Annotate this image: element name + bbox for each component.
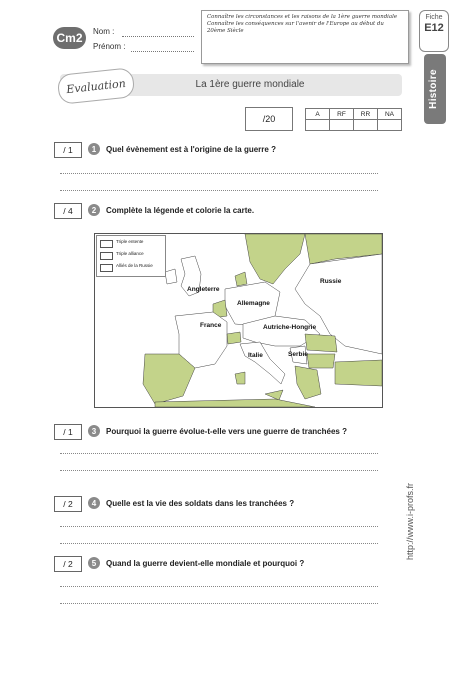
answer-line[interactable] xyxy=(60,586,378,587)
level-badge: Cm2 xyxy=(53,27,86,49)
answer-line[interactable] xyxy=(60,453,378,454)
country-label-russia: Russie xyxy=(320,278,342,285)
objective-1: Connaître les circonstances et les raisons de la 1ère guerre mondiale xyxy=(207,14,398,20)
evaluation-badge xyxy=(57,67,136,105)
north-africa-shape xyxy=(155,399,315,407)
answer-line[interactable] xyxy=(60,470,378,471)
ireland-shape xyxy=(165,269,177,284)
legend-item[interactable] xyxy=(100,239,162,248)
question-number: 3 xyxy=(88,425,100,437)
grade-table xyxy=(305,108,402,131)
country-label-serbia: Serbie xyxy=(288,351,308,358)
answer-line[interactable] xyxy=(60,603,378,604)
firstname-label: Prénom : xyxy=(93,42,126,51)
map-legend xyxy=(96,235,166,277)
question-text: Quel évènement est à l'origine de la guerre ? xyxy=(106,145,276,154)
question-score xyxy=(54,556,82,572)
question-score xyxy=(54,424,82,440)
grade-col-a: A xyxy=(306,109,330,120)
answer-line[interactable] xyxy=(60,526,378,527)
question-score-text: / 2 xyxy=(63,499,73,509)
question-text: Quand la guerre devient-elle mondiale et pourquoi ? xyxy=(106,559,305,568)
legend-item[interactable] xyxy=(100,263,162,272)
iberia-shape xyxy=(143,354,195,404)
legend-label: Triple alliance xyxy=(116,251,144,256)
country-label-italy: Italie xyxy=(248,352,263,359)
turkey-shape xyxy=(335,360,382,386)
question-text: Quelle est la vie des soldats dans les tranchées ? xyxy=(106,499,295,508)
legend-swatch[interactable] xyxy=(100,252,113,260)
grade-cell[interactable] xyxy=(354,120,378,131)
answer-line[interactable] xyxy=(60,543,378,544)
question-score-text: / 1 xyxy=(63,427,73,437)
legend-label: Triple entente xyxy=(116,239,144,244)
legend-item[interactable] xyxy=(100,251,162,260)
objectives-box xyxy=(201,10,409,64)
grade-cell[interactable] xyxy=(378,120,402,131)
total-score-box xyxy=(245,107,293,131)
fiche-tag xyxy=(419,10,449,52)
denmark-shape xyxy=(235,272,247,286)
fiche-label: Fiche xyxy=(425,14,443,21)
sicily-shape xyxy=(265,390,283,400)
grade-cell[interactable] xyxy=(330,120,354,131)
question-number: 4 xyxy=(88,497,100,509)
switzerland-shape xyxy=(227,332,241,344)
total-score: /20 xyxy=(262,114,276,124)
grade-cell[interactable] xyxy=(306,120,330,131)
sardinia-shape xyxy=(235,372,245,384)
question-number: 1 xyxy=(88,143,100,155)
subject-label: Histoire xyxy=(428,69,439,109)
romania-shape xyxy=(305,334,337,352)
country-label-germany: Allemagne xyxy=(237,300,270,307)
question-score-text: / 2 xyxy=(63,559,73,569)
question-text: Complète la légende et colorie la carte. xyxy=(106,206,255,215)
legend-swatch[interactable] xyxy=(100,264,113,272)
greece-shape xyxy=(295,366,321,399)
bulgaria-shape xyxy=(307,354,335,368)
source-url[interactable]: http://www.i-profs.fr xyxy=(405,482,415,560)
answer-line[interactable] xyxy=(60,190,378,191)
question-text: Pourquoi la guerre évolue-t-elle vers une guerre de tranchées ? xyxy=(106,427,347,436)
question-score-text: / 4 xyxy=(63,206,73,216)
page-title: La 1ère guerre mondiale xyxy=(195,79,305,90)
country-label-england: Angleterre xyxy=(187,286,220,293)
question-score xyxy=(54,496,82,512)
legend-swatch[interactable] xyxy=(100,240,113,248)
italy-shape xyxy=(240,342,285,384)
evaluation-label: Evaluation xyxy=(65,76,127,96)
legend-label: Alliés de la Russie xyxy=(116,263,153,268)
question-number: 5 xyxy=(88,557,100,569)
question-score-text: / 1 xyxy=(63,145,73,155)
firstname-field[interactable] xyxy=(131,51,194,52)
objective-2: Connaître les conséquences sur l'avenir de l'Europe au début du 20ème Siècle xyxy=(207,21,384,35)
question-number: 2 xyxy=(88,204,100,216)
grade-col-rr: RR xyxy=(354,109,378,120)
question-score xyxy=(54,203,82,219)
name-field[interactable] xyxy=(122,36,194,37)
question-score xyxy=(54,142,82,158)
country-label-france: France xyxy=(200,322,222,329)
fiche-number: E12 xyxy=(424,22,444,34)
scandinavia-shape xyxy=(245,234,305,284)
country-label-austria-hungary: Autriche-Hongrie xyxy=(263,324,317,331)
answer-line[interactable] xyxy=(60,173,378,174)
name-label: Nom : xyxy=(93,27,115,36)
grade-col-na: NA xyxy=(378,109,402,120)
grade-col-rf: RF xyxy=(330,109,354,120)
